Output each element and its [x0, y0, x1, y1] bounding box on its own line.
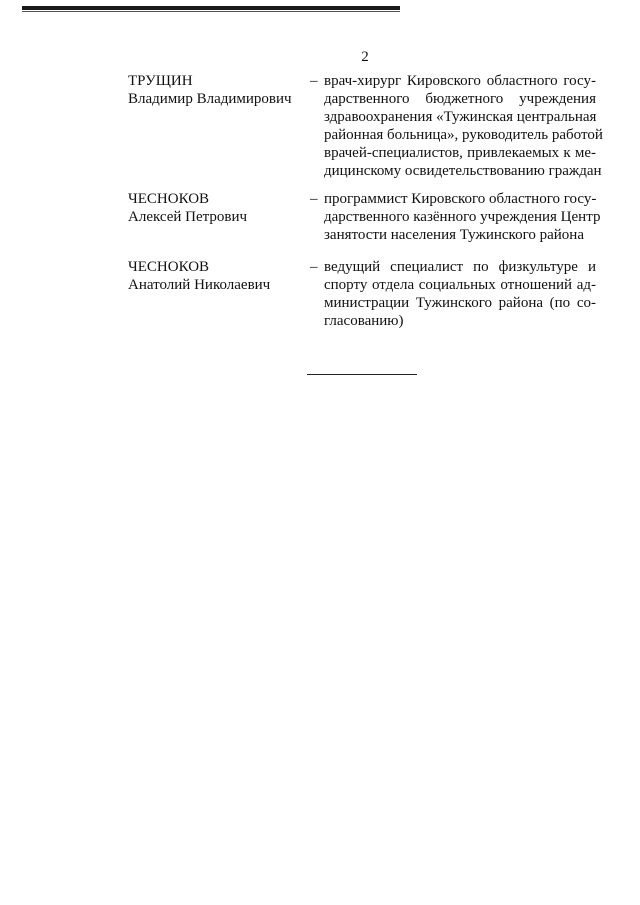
- member-name: [128, 72, 308, 108]
- description-line: программист Кировского областного госу-: [324, 191, 597, 207]
- member-given-names: Анатолий Николаевич: [128, 277, 271, 293]
- description-line: врачей-специалистов, привлекаемых к ме-: [324, 145, 596, 161]
- description-line: врач-хирург Кировского областного госу-: [324, 73, 596, 89]
- page-number: 2: [361, 49, 369, 65]
- description-line: здравоохранения «Тужинская центральная: [324, 109, 597, 125]
- member-name: [128, 190, 308, 226]
- entry-dash: –: [310, 259, 318, 275]
- entry-dash: –: [310, 191, 318, 207]
- member-name: [128, 258, 308, 294]
- description-line: ведущий специалист по физкультуре и: [324, 259, 596, 275]
- end-of-list-rule: [307, 374, 417, 375]
- description-line: дицинскому освидетельствованию граждан: [324, 163, 602, 179]
- description-line: спорту отдела социальных отношений ад-: [324, 277, 596, 293]
- member-description: [324, 258, 596, 330]
- top-border-rule-thin: [22, 11, 400, 12]
- description-line: министрации Тужинского района (по со-: [324, 295, 596, 311]
- member-description: [324, 72, 603, 180]
- entry-dash: –: [310, 73, 318, 89]
- member-description: [324, 190, 601, 244]
- member-surname: ЧЕСНОКОВ: [128, 191, 210, 207]
- top-border-rule: [22, 6, 400, 10]
- description-line: дарственного казённого учреждения Центр: [324, 209, 601, 225]
- description-line: районная больница», руководитель работой: [324, 127, 603, 143]
- member-surname: ЧЕСНОКОВ: [128, 259, 210, 275]
- description-line: дарственного бюджетного учреждения: [324, 91, 596, 107]
- description-line: занятости населения Тужинского района: [324, 227, 584, 243]
- member-given-names: Владимир Владимирович: [128, 91, 292, 107]
- member-surname: ТРУЩИН: [128, 73, 193, 89]
- description-line: гласованию): [324, 313, 404, 329]
- member-given-names: Алексей Петрович: [128, 209, 248, 225]
